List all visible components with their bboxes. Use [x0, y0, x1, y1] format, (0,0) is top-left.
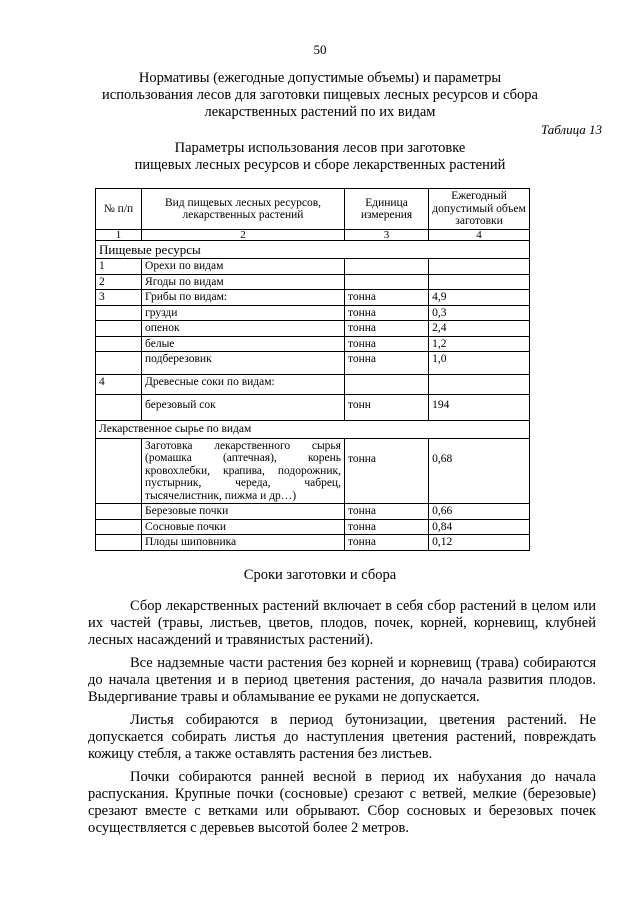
- row-number: [96, 504, 142, 520]
- row-value: 4,9: [429, 290, 530, 306]
- paragraph: Листья собираются в период бутонизации, цветения растений. Не допускается собирать листья до наступления цветения растений, повреждать кожицу стебля, а также оставлять растения без листьев.: [88, 712, 596, 762]
- subtitle-line: Параметры использования лесов при заготовке: [174, 140, 466, 156]
- table-row: [96, 274, 530, 290]
- row-name: Ягоды по видам: [142, 274, 345, 290]
- table-row: [96, 535, 530, 551]
- table-row: [96, 336, 530, 352]
- row-unit: тонна: [344, 352, 428, 375]
- row-value: 0,12: [429, 535, 530, 551]
- index-cell: 2: [142, 230, 345, 241]
- row-number: [96, 438, 142, 504]
- row-name: Сосновые почки: [142, 519, 345, 535]
- section-label: Лекарственное сырье по видам: [96, 420, 530, 438]
- row-name: грузди: [142, 305, 345, 321]
- row-value: [429, 274, 530, 290]
- row-unit: тонна: [344, 504, 428, 520]
- norms-table: [95, 188, 530, 551]
- row-unit: тонна: [344, 336, 428, 352]
- row-number: 4: [96, 374, 142, 395]
- table-row: [96, 352, 530, 375]
- table-title: [80, 140, 560, 174]
- table-row: [96, 395, 530, 421]
- index-cell: 4: [429, 230, 530, 241]
- row-number: [96, 519, 142, 535]
- page-number: 50: [313, 42, 327, 57]
- row-unit: тонна: [344, 305, 428, 321]
- row-name: подберезовик: [142, 352, 345, 375]
- row-number: 1: [96, 259, 142, 275]
- table-row: [96, 504, 530, 520]
- row-unit: тонна: [344, 438, 428, 504]
- row-name: Орехи по видам: [142, 259, 345, 275]
- table-row: [96, 321, 530, 337]
- row-name: Березовые почки: [142, 504, 345, 520]
- row-number: 3: [96, 290, 142, 306]
- row-unit: тонна: [344, 290, 428, 306]
- body-text: [88, 598, 596, 843]
- row-name: Грибы по видам:: [142, 290, 345, 306]
- title-line: использования лесов для заготовки пищевых лесных ресурсов и сбора: [102, 87, 538, 103]
- title-line: лекарственных растений по их видам: [204, 104, 436, 120]
- row-unit: тонна: [344, 535, 428, 551]
- table-row: [96, 290, 530, 306]
- paragraph: Сбор лекарственных растений включает в себя сбор растений в целом или их частей (травы, листьев, цветов, плодов, почек, корней, корневищ, клубней лесных насаждений и травянистых растений).: [88, 598, 596, 648]
- row-unit: [344, 259, 428, 275]
- row-name: опенок: [142, 321, 345, 337]
- row-number: [96, 395, 142, 421]
- row-name: Заготовка лекарственного сырья (ромашка (аптечная), корень кровохлебки, крапива, подорожник, пустырник, череда, чабрец, тысячелистник, пижма и др…): [142, 438, 345, 504]
- paragraph: Все надземные части растения без корней и корневищ (трава) собираются до начала цветения и в период цветения растения, до начала развития плодов. Выдергивание травы и обламывание ее руками не допускается.: [88, 655, 596, 705]
- document-title: [80, 70, 560, 121]
- table-row: [96, 438, 530, 504]
- subtitle-line: пищевых лесных ресурсов и сборе лекарственных растений: [134, 157, 506, 173]
- title-line: Нормативы (ежегодные допустимые объемы) и параметры: [138, 70, 502, 86]
- row-unit: [344, 274, 428, 290]
- row-value: 194: [429, 395, 530, 421]
- row-value: [429, 259, 530, 275]
- section-row-medicinal: [96, 420, 530, 438]
- row-value: 1,2: [429, 336, 530, 352]
- header-cell: Ежегодный допустимый объем заготовки: [429, 189, 530, 230]
- table-header-row: [96, 189, 530, 230]
- index-cell: 3: [344, 230, 428, 241]
- row-unit: тонна: [344, 519, 428, 535]
- table-index-row: [96, 230, 530, 241]
- row-name: Плоды шиповника: [142, 535, 345, 551]
- table-row: [96, 259, 530, 275]
- row-number: [96, 305, 142, 321]
- table-row: [96, 374, 530, 395]
- index-cell: 1: [96, 230, 142, 241]
- row-value: 0,84: [429, 519, 530, 535]
- row-number: [96, 321, 142, 337]
- row-unit: [344, 374, 428, 395]
- section-label: Пищевые ресурсы: [96, 241, 530, 259]
- row-value: 2,4: [429, 321, 530, 337]
- row-number: [96, 352, 142, 375]
- table-row: [96, 519, 530, 535]
- header-cell: № п/п: [96, 189, 142, 230]
- row-name: Древесные соки по видам:: [142, 374, 345, 395]
- row-value: 0,68: [429, 438, 530, 504]
- header-cell: Единица измерения: [344, 189, 428, 230]
- table-label: Таблица 13: [540, 122, 602, 137]
- paragraph: Почки собираются ранней весной в период их набухания до начала распускания. Крупные почки (сосновые) срезают с ветвей, мелкие (березовые) срезают вместе с ветками или обрывают. Сбор сосновых и березовых почек осуществляется с деревьев высотой более 2 метров.: [88, 769, 596, 836]
- row-number: [96, 336, 142, 352]
- row-number: [96, 535, 142, 551]
- row-name: белые: [142, 336, 345, 352]
- section-row-food: [96, 241, 530, 259]
- row-name: березовый сок: [142, 395, 345, 421]
- row-unit: тонн: [344, 395, 428, 421]
- row-value: 0,3: [429, 305, 530, 321]
- row-unit: тонна: [344, 321, 428, 337]
- row-value: 0,66: [429, 504, 530, 520]
- header-cell: Вид пищевых лесных ресурсов, лекарственных растений: [142, 189, 345, 230]
- row-value: 1,0: [429, 352, 530, 375]
- row-value: [429, 374, 530, 395]
- row-number: 2: [96, 274, 142, 290]
- section-heading: Сроки заготовки и сбора: [243, 567, 397, 583]
- table-row: [96, 305, 530, 321]
